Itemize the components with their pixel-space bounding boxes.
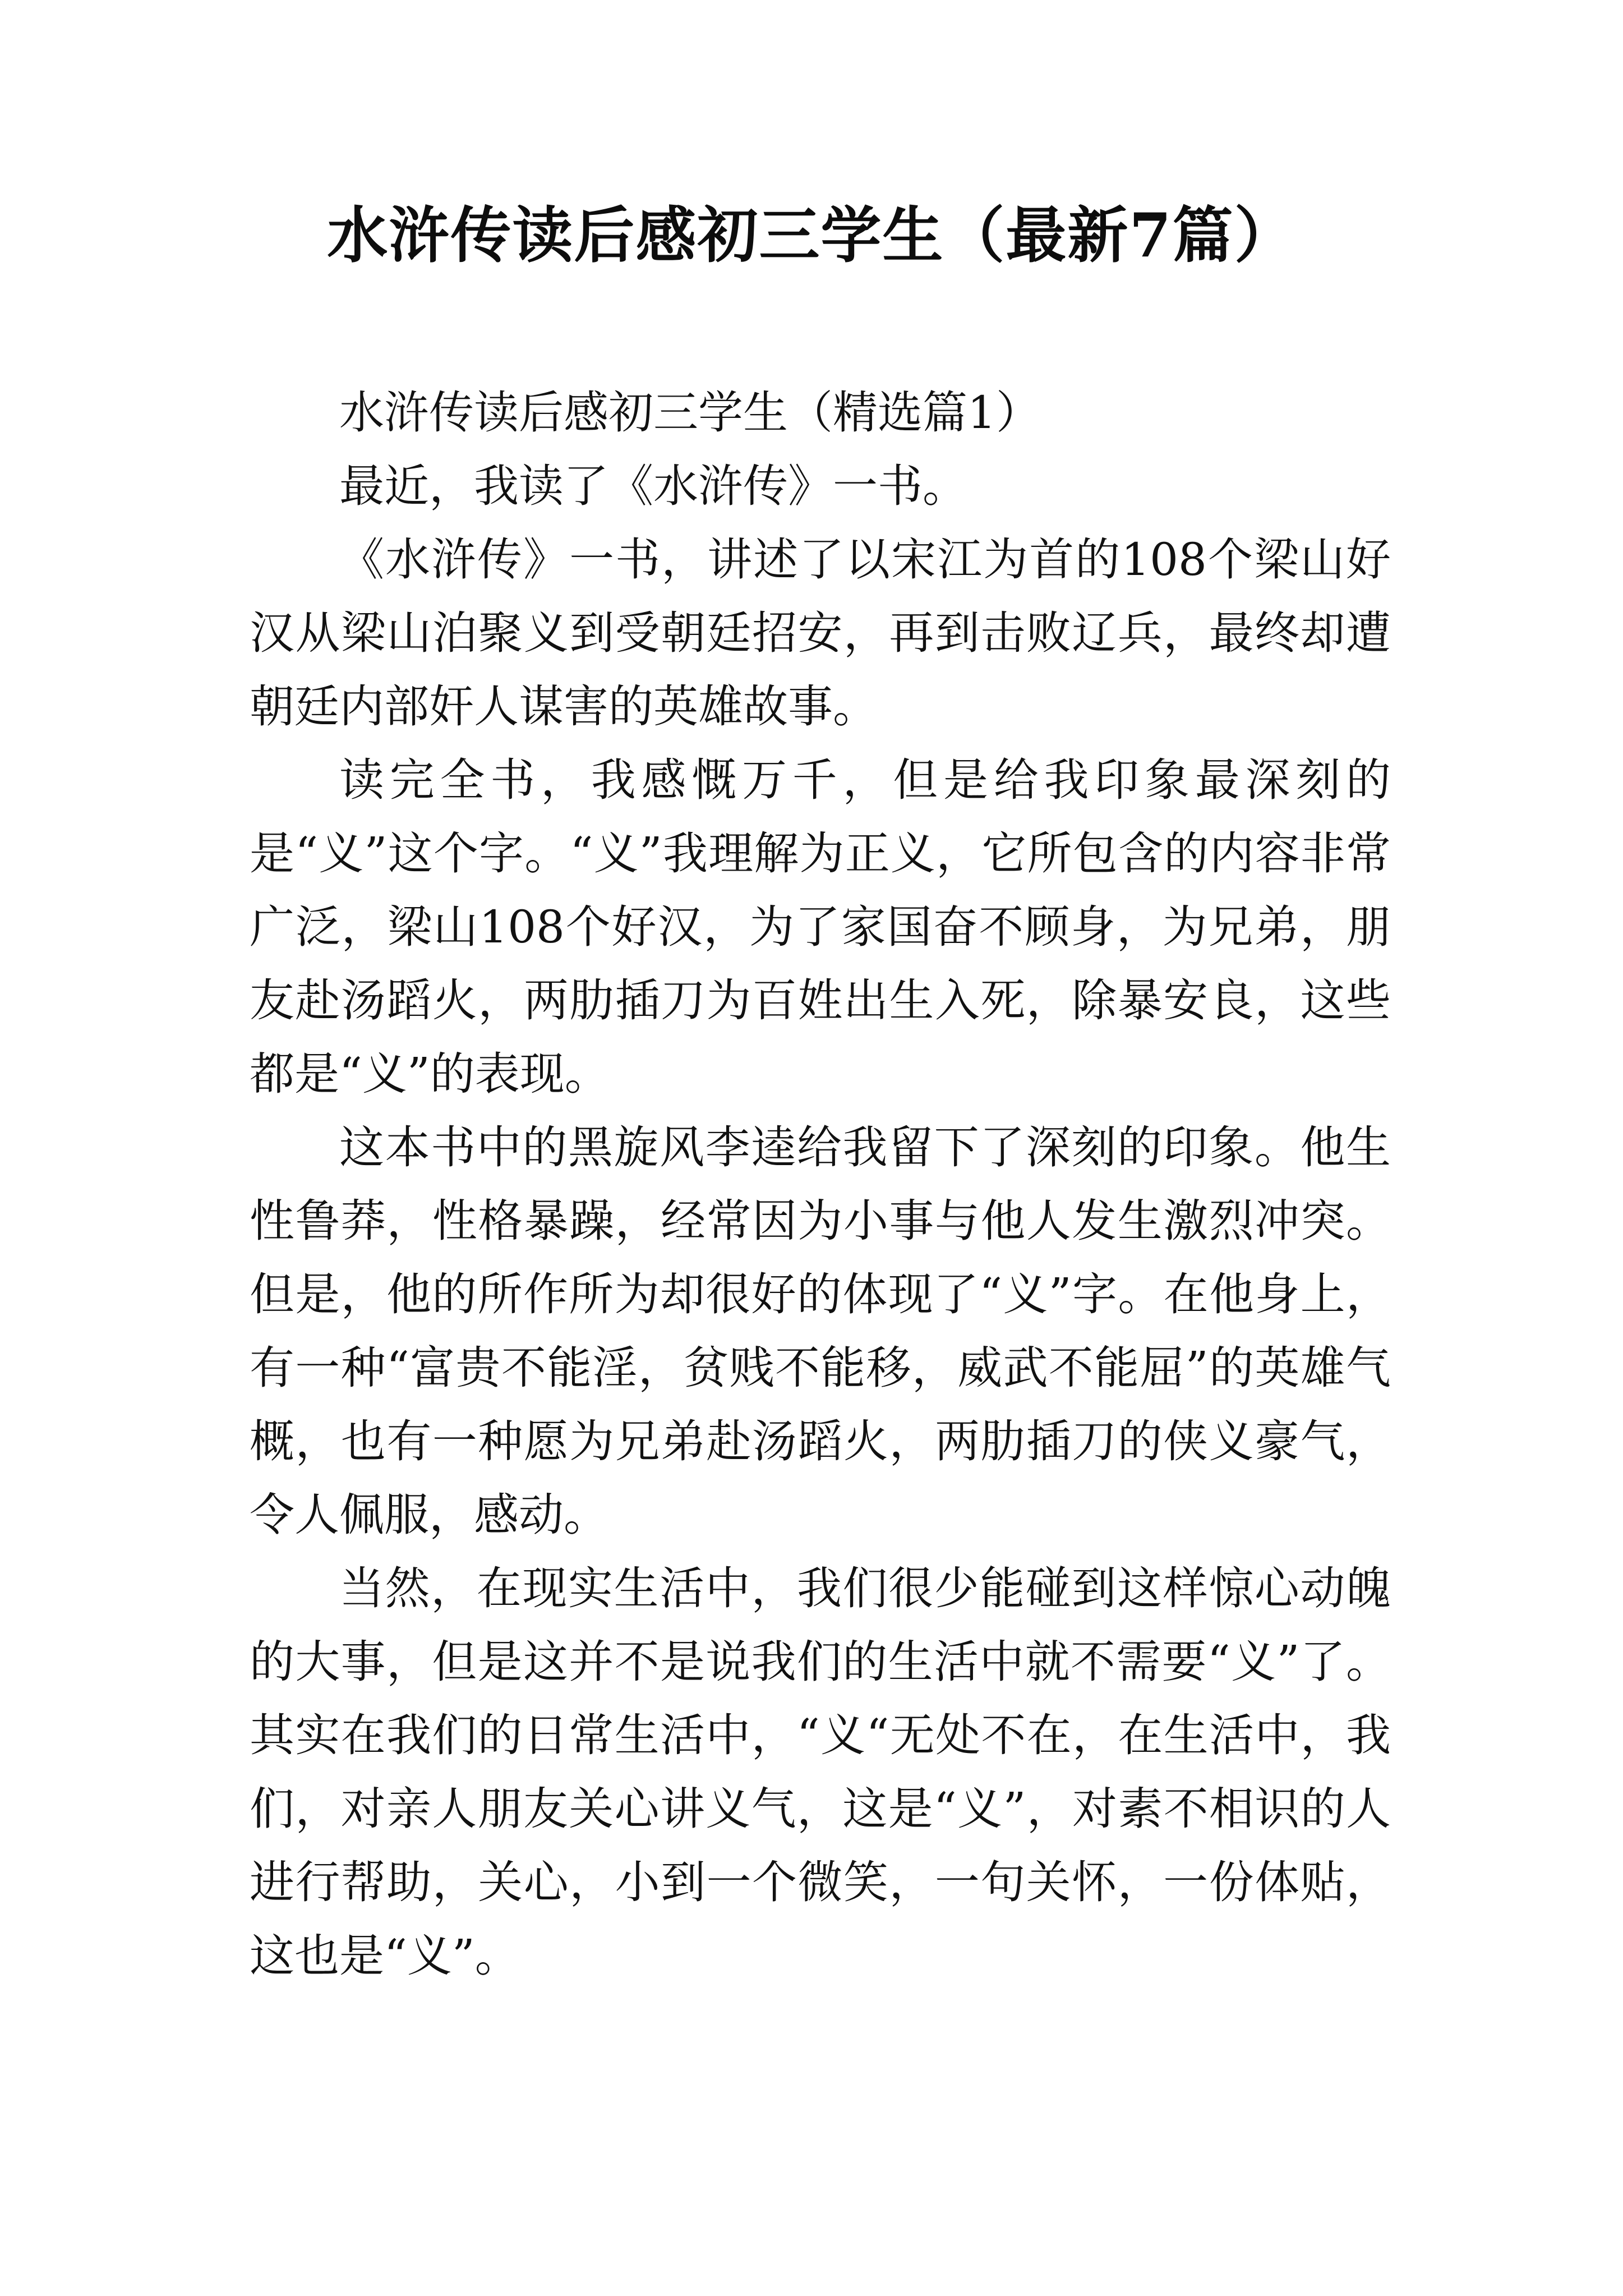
paragraph-summary: 《水浒传》一书，讲述了以宋江为首的108个梁山好汉从梁山泊聚义到受朝廷招安，再到击败辽兵，最终却遭朝廷内部奸人谋害的英雄故事。 (250, 533, 1391, 733)
document-body (250, 376, 1391, 1993)
paragraph-daily-life: 当然，在现实生活中，我们很少能碰到这样惊心动魄的大事，但是这并不是说我们的生活中就不需要“义”了。其实在我们的日常生活中，“义“无处不在，在生活中，我们，对亲人朋友关心讲义气，这是“义”，对素不相识的人进行帮助，关心，小到一个微笑，一句关怀，一份体贴，这也是“义”。 (250, 1562, 1391, 1982)
paragraph-intro: 最近，我读了《水浒传》一书。 (339, 460, 967, 512)
paragraph-li-kui: 这本书中的黑旋风李逵给我留下了深刻的印象。他生性鲁莽，性格暴躁，经常因为小事与他人发生激烈冲突。但是，他的所作所为却很好的体现了“义”字。在他身上，有一种“富贵不能淫，贫贱不能移，威武不能屈”的英雄气概，也有一种愿为兄弟赴汤蹈火，两肋插刀的侠义豪气，令人佩服，感动。 (250, 1121, 1391, 1541)
section-heading: 水浒传读后感初三学生（精选篇1） (339, 386, 1041, 439)
document-title: 水浒传读后感初三学生（最新7篇） (327, 200, 1296, 271)
paragraph-righteousness: 读完全书，我感慨万千，但是给我印象最深刻的是“义”这个字。“义”我理解为正义，它所包含的内容非常广泛，梁山108个好汉，为了家国奋不顾身，为兄弟，朋友赴汤蹈火，两肋插刀为百姓出生入死，除暴安良，这些都是“义”的表现。 (250, 754, 1391, 1100)
